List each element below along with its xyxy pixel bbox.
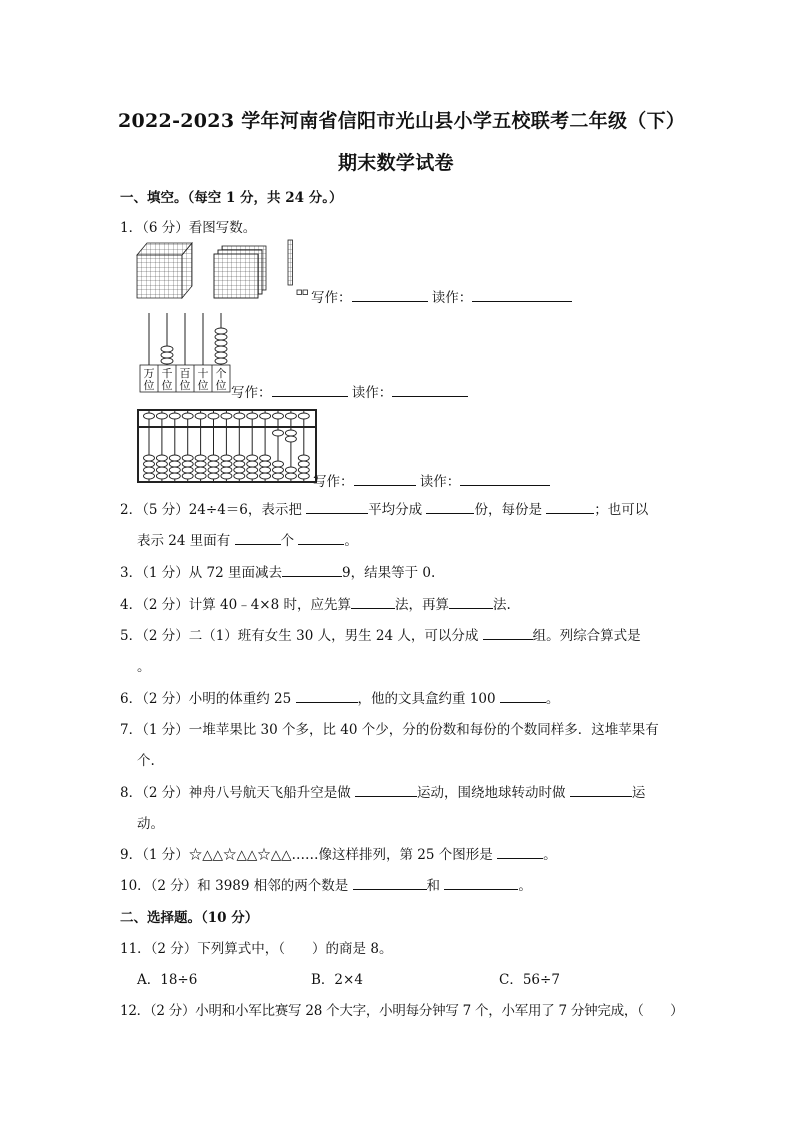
place-label-char: 位	[179, 379, 191, 392]
section-multiple-choice: 二、选择题。（10 分）	[120, 910, 259, 926]
abacus-lower-bead	[156, 467, 167, 473]
q2-blank-4[interactable]	[235, 532, 281, 545]
abacus-lower-bead	[234, 455, 245, 461]
q1b-answer-line	[231, 381, 468, 401]
abacus-lower-bead	[208, 467, 219, 473]
abacus-rods	[144, 411, 310, 481]
place-label-char: 个	[215, 367, 227, 380]
abacus-lower-bead	[156, 473, 167, 479]
counting-frame-figure	[139, 313, 239, 393]
question-2-line2: 表示 24 里面有 个 。	[137, 533, 358, 549]
q1a-answer-line	[311, 286, 572, 306]
abacus-lower-bead	[221, 455, 232, 461]
abacus-upper-bead	[247, 413, 258, 419]
q10-blank-2[interactable]	[444, 877, 518, 890]
counter-bead	[215, 328, 227, 334]
question-11: 11．（2 分）下列算式中，（ ）的商是 8。	[120, 941, 393, 957]
abacus-upper-bead	[169, 413, 180, 419]
q3-blank[interactable]	[282, 564, 342, 577]
abacus-lower-bead	[298, 467, 309, 473]
counter-bead	[161, 358, 173, 364]
unit-cubes	[297, 290, 308, 295]
abacus-lower-bead	[221, 473, 232, 479]
page-title-line1: 2022-2023 学年河南省信阳市光山县小学五校联考二年级（下）	[118, 110, 686, 132]
question-3: 3．（1 分）从 72 里面减去 9，结果等于 0.	[120, 565, 436, 581]
q6-blank-2[interactable]	[500, 690, 546, 703]
abacus-lower-bead	[182, 461, 193, 467]
abacus-lower-bead	[247, 461, 258, 467]
abacus-lower-bead	[221, 461, 232, 467]
abacus-lower-bead	[208, 461, 219, 467]
write-label: 写作：	[231, 385, 272, 401]
question-5-line1: 5．（2 分）二（1）班有女生 30 人，男生 24 人，可以分成 组。列综合算式是	[120, 628, 641, 644]
abacus-lower-bead	[247, 467, 258, 473]
abacus-lower-bead	[156, 461, 167, 467]
q4-blank-1[interactable]	[351, 596, 395, 609]
abacus-lower-bead	[156, 455, 167, 461]
abacus-lower-bead	[144, 461, 155, 467]
abacus-lower-bead	[298, 455, 309, 461]
abacus-lower-bead	[273, 473, 284, 479]
place-label-char: 位	[197, 379, 209, 392]
abacus-lower-bead	[285, 436, 296, 442]
counter-bead	[215, 346, 227, 352]
q2-blank-3[interactable]	[546, 501, 594, 514]
q8-blank-2[interactable]	[570, 784, 632, 797]
question-2-line1: 2．（5 分）24÷4＝6，表示把 平均分成 份，每份是 ；也可以	[120, 502, 649, 518]
abacus-lower-bead	[182, 473, 193, 479]
page-title-line2: 期末数学试卷	[338, 152, 454, 174]
abacus-lower-bead	[285, 430, 296, 436]
question-9: 9．（1 分）☆△△☆△△☆△△……像这样排列，第 25 个图形是 。	[120, 847, 557, 863]
place-label-char: 十	[197, 367, 209, 380]
counter-bead	[215, 352, 227, 358]
abacus-upper-bead	[285, 413, 296, 419]
abacus-lower-bead	[273, 430, 284, 436]
base-ten-blocks-figure	[137, 240, 337, 300]
abacus-upper-bead	[298, 413, 309, 419]
frame-rods	[149, 313, 221, 365]
abacus-lower-bead	[182, 455, 193, 461]
abacus-lower-bead	[285, 473, 296, 479]
abacus-lower-bead	[260, 461, 271, 467]
counter-bead	[215, 340, 227, 346]
abacus-lower-bead	[273, 461, 284, 467]
abacus-lower-bead	[169, 455, 180, 461]
abacus-lower-bead	[195, 461, 206, 467]
read-label: 读作：	[351, 385, 393, 401]
thousand-cube	[137, 243, 192, 298]
q5-blank-1[interactable]	[483, 627, 533, 640]
counter-bead	[161, 352, 173, 358]
read-blank-3[interactable]	[460, 473, 550, 486]
abacus-figure	[137, 409, 317, 484]
abacus-lower-bead	[169, 461, 180, 467]
abacus-lower-bead	[260, 473, 271, 479]
write-blank-2[interactable]	[272, 384, 348, 397]
abacus-lower-bead	[298, 461, 309, 467]
q6-blank-1[interactable]	[296, 690, 358, 703]
counter-bead	[161, 346, 173, 352]
abacus-lower-bead	[208, 455, 219, 461]
abacus-lower-bead	[195, 467, 206, 473]
q8-blank-1[interactable]	[355, 784, 417, 797]
abacus-upper-bead	[221, 413, 232, 419]
place-label-char: 位	[161, 379, 173, 392]
ten-rod	[288, 240, 293, 285]
q1c-answer-line	[313, 470, 550, 490]
question-10: 10．（2 分）和 3989 相邻的两个数是 和 。	[120, 878, 532, 894]
abacus-lower-bead	[144, 473, 155, 479]
place-label-char: 位	[143, 379, 155, 392]
write-blank-3[interactable]	[354, 473, 416, 486]
abacus-upper-bead	[208, 413, 219, 419]
read-blank-1[interactable]	[472, 289, 572, 302]
write-blank-1[interactable]	[352, 289, 428, 302]
question-7-line2: 个.	[137, 753, 155, 769]
counter-bead	[215, 334, 227, 340]
q11-option-c[interactable]: C．56÷7	[499, 972, 560, 988]
place-label-char: 千	[161, 367, 173, 380]
abacus-upper-bead	[156, 413, 167, 419]
write-label: 写作：	[311, 290, 352, 306]
section-fill-blank: 一、填空。（每空 1 分，共 24 分。）	[120, 190, 343, 206]
write-label: 写作：	[313, 474, 354, 490]
abacus-upper-bead	[273, 413, 284, 419]
counter-bead	[215, 358, 227, 364]
question-1-stem: 1．（6 分）看图写数。	[120, 220, 257, 236]
place-label-char: 万	[143, 367, 155, 380]
abacus-upper-bead	[144, 413, 155, 419]
read-blank-2[interactable]	[392, 384, 468, 397]
hundred-flats	[214, 246, 266, 298]
q2-blank-5[interactable]	[298, 532, 344, 545]
abacus-lower-bead	[234, 467, 245, 473]
read-label: 读作：	[431, 290, 473, 306]
q11-option-a[interactable]: A．18÷6	[137, 972, 198, 988]
question-4: 4．（2 分）计算 40﹣4×8 时，应先算 法，再算 法.	[120, 597, 511, 613]
abacus-upper-bead	[182, 413, 193, 419]
abacus-lower-bead	[260, 467, 271, 473]
abacus-lower-bead	[182, 467, 193, 473]
frame-beads	[161, 328, 227, 364]
abacus-lower-bead	[195, 455, 206, 461]
q4-blank-2[interactable]	[449, 596, 493, 609]
abacus-lower-bead	[169, 467, 180, 473]
abacus-upper-bead	[234, 413, 245, 419]
q9-blank[interactable]	[497, 846, 543, 859]
abacus-lower-bead	[260, 455, 271, 461]
question-5-line2: 。	[137, 659, 151, 675]
read-label: 读作：	[419, 474, 461, 490]
q2-blank-1[interactable]	[306, 501, 368, 514]
abacus-lower-bead	[144, 467, 155, 473]
q2-blank-2[interactable]	[426, 501, 474, 514]
abacus-lower-bead	[195, 473, 206, 479]
q11-option-b[interactable]: B．2×4	[311, 972, 363, 988]
question-8-line1: 8．（2 分）神舟八号航天飞船升空是做 运动，围绕地球转动时做 运	[120, 785, 646, 801]
place-label-char: 位	[215, 379, 227, 392]
question-6: 6．（2 分）小明的体重约 25 ，他的文具盒约重 100 。	[120, 691, 560, 707]
abacus-lower-bead	[247, 473, 258, 479]
abacus-lower-bead	[169, 473, 180, 479]
question-12: 12．（2 分）小明和小军比赛写 28 个大字，小明每分钟写 7 个，小军用了 7 分钟完成，（ ）	[120, 1003, 684, 1019]
abacus-upper-bead	[260, 413, 271, 419]
abacus-lower-bead	[247, 455, 258, 461]
abacus-lower-bead	[273, 467, 284, 473]
abacus-lower-bead	[208, 473, 219, 479]
abacus-lower-bead	[285, 467, 296, 473]
abacus-upper-bead	[195, 413, 206, 419]
abacus-lower-bead	[234, 461, 245, 467]
q10-blank-1[interactable]	[353, 877, 427, 890]
abacus-lower-bead	[298, 473, 309, 479]
question-7-line1: 7．（1 分）一堆苹果比 30 个多，比 40 个少，分的份数和每份的个数同样多．这堆苹果有	[120, 722, 659, 738]
question-8-line2: 动。	[137, 816, 164, 832]
abacus-lower-bead	[144, 455, 155, 461]
abacus-lower-bead	[221, 467, 232, 473]
abacus-lower-bead	[234, 473, 245, 479]
place-label-char: 百	[179, 367, 191, 380]
